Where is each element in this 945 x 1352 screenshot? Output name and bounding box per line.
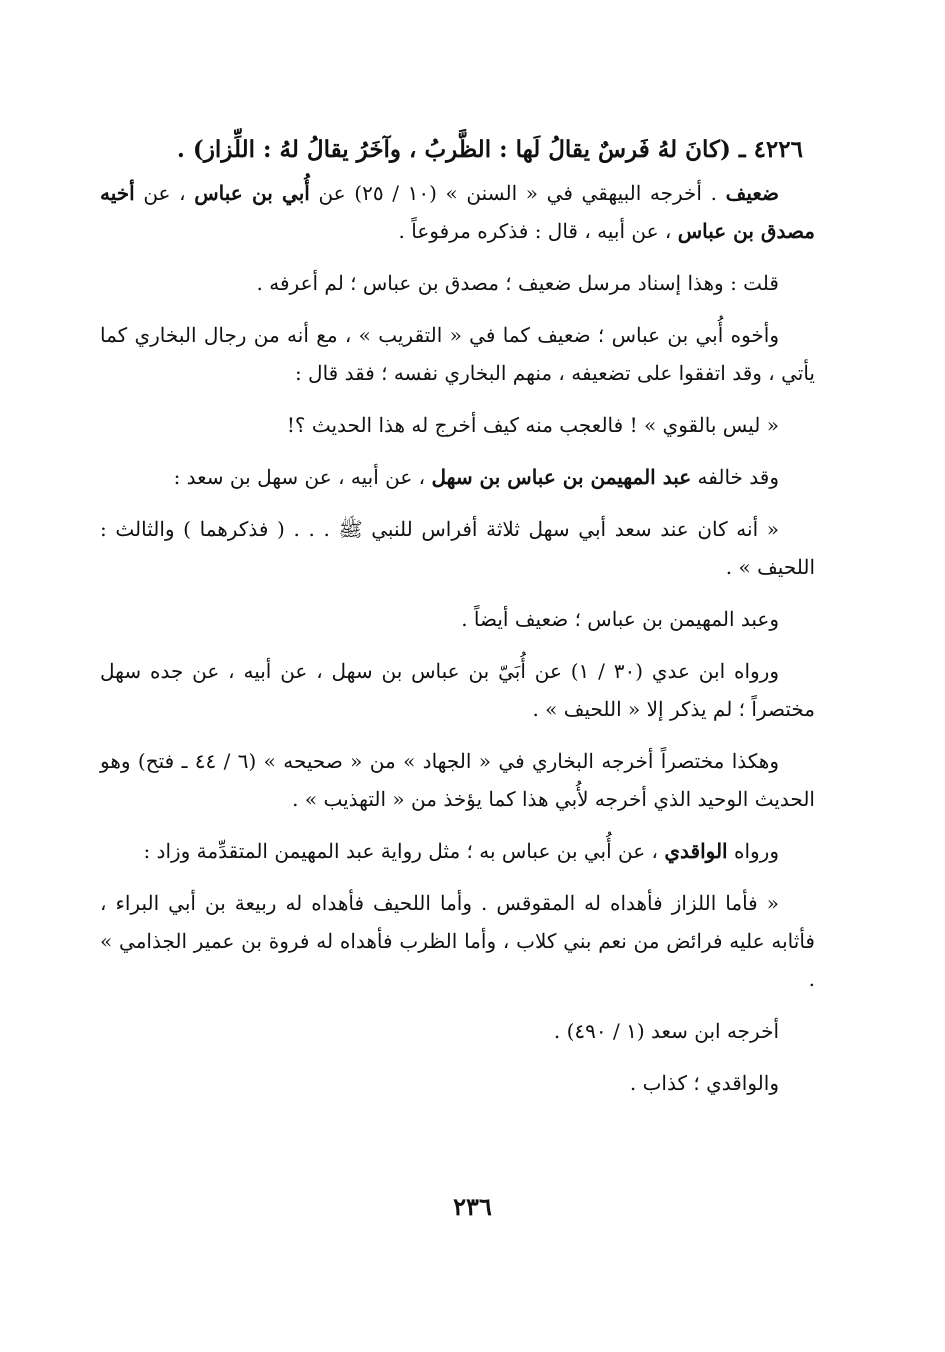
bold-text-segment: عبد المهيمن بن عباس بن سهل (431, 465, 692, 489)
text-segment: « ليس بالقوي » ! فالعجب منه كيف أخرج له هذا الحديث ؟! (286, 413, 779, 437)
commentary-paragraphs (100, 174, 815, 1102)
paragraph (100, 458, 815, 496)
paragraph (100, 742, 815, 818)
bold-text-segment: أُبي بن عباس (194, 181, 310, 205)
text-segment: « أنه كان عند سعد أبي سهل ثلاثة أفراس للنبي ﷺ . . . ( فذكرهما ) والثالث : اللحيف » . (100, 517, 815, 579)
text-segment: والواقدي ؛ كذاب . (629, 1071, 779, 1095)
text-segment: « فأما اللزاز فأهداه له المقوقس . وأما اللحيف فأهداه له ربيعة بن أبي البراء ، فأثابه عليه فرائض من نعم بني كلاب ، وأما الظرب فأهداه له فروة بن عمير الجذامي » . (100, 891, 815, 991)
bold-text-segment: ضعيف (725, 181, 779, 205)
paragraph (100, 600, 815, 638)
text-segment: ، عن (134, 181, 195, 205)
hadith-title: ٤٢٢٦ ـ (كانَ لهُ فَرسٌ يقالُ لَها : الظَّربُ ، وآخَرُ يقالُ لهُ : اللِّزاز) . (176, 136, 803, 163)
page-number: ٢٣٦ (453, 1192, 492, 1221)
paragraph (100, 510, 815, 586)
text-segment: وعبد المهيمن بن عباس ؛ ضعيف أيضاً . (461, 607, 779, 631)
text-segment: ، عن أُبي بن عباس به ؛ مثل رواية عبد المهيمن المتقدِّمة وزاد : (143, 839, 665, 863)
paragraph (100, 832, 815, 870)
text-segment: ، عن أبيه ، قال : فذكره مرفوعاً . (398, 219, 678, 243)
paragraph (100, 264, 815, 302)
text-segment: وهكذا مختصراً أخرجه البخاري في « الجهاد » من « صحيحه » (٦ / ٤٤ ـ فتح) وهو الحديث الوحيد الذي أخرجه لأُبي هذا كما يؤخذ من « التهذيب » . (100, 749, 815, 811)
text-segment: وقد خالفه (691, 465, 779, 489)
text-segment: أخرجه ابن سعد (١ / ٤٩٠) . (553, 1019, 779, 1043)
text-segment: ورواه (727, 839, 779, 863)
text-segment: . أخرجه البيهقي في « السنن » (١٠ / ٢٥) عن (309, 181, 726, 205)
bold-text-segment: أخيه مصدق بن عباس (100, 181, 815, 243)
paragraph (100, 406, 815, 444)
text-segment: ورواه ابن عدي (٣٠ / ١) عن أُبَيّ بن عباس بن سهل ، عن أبيه ، عن جده سهل مختصراً ؛ لم يذكر إلا « اللحيف » . (100, 659, 815, 721)
bold-text-segment: الواقدي (664, 839, 728, 863)
text-segment: قلت : وهذا إسناد مرسل ضعيف ؛ مصدق بن عباس ؛ لم أعرفه . (256, 271, 779, 295)
paragraph (100, 1012, 815, 1050)
text-segment: ، عن أبيه ، عن سهل بن سعد : (173, 465, 432, 489)
paragraph (100, 1064, 815, 1102)
page-body (100, 128, 815, 1116)
paragraph (100, 316, 815, 392)
paragraph (100, 884, 815, 998)
paragraph (100, 652, 815, 728)
text-segment: وأخوه أُبي بن عباس ؛ ضعيف كما في « التقريب » ، مع أنه من رجال البخاري كما يأتي ، وقد اتفقوا على تضعيفه ، منهم البخاري نفسه ؛ فقد قال : (100, 323, 815, 385)
paragraph (100, 174, 815, 250)
